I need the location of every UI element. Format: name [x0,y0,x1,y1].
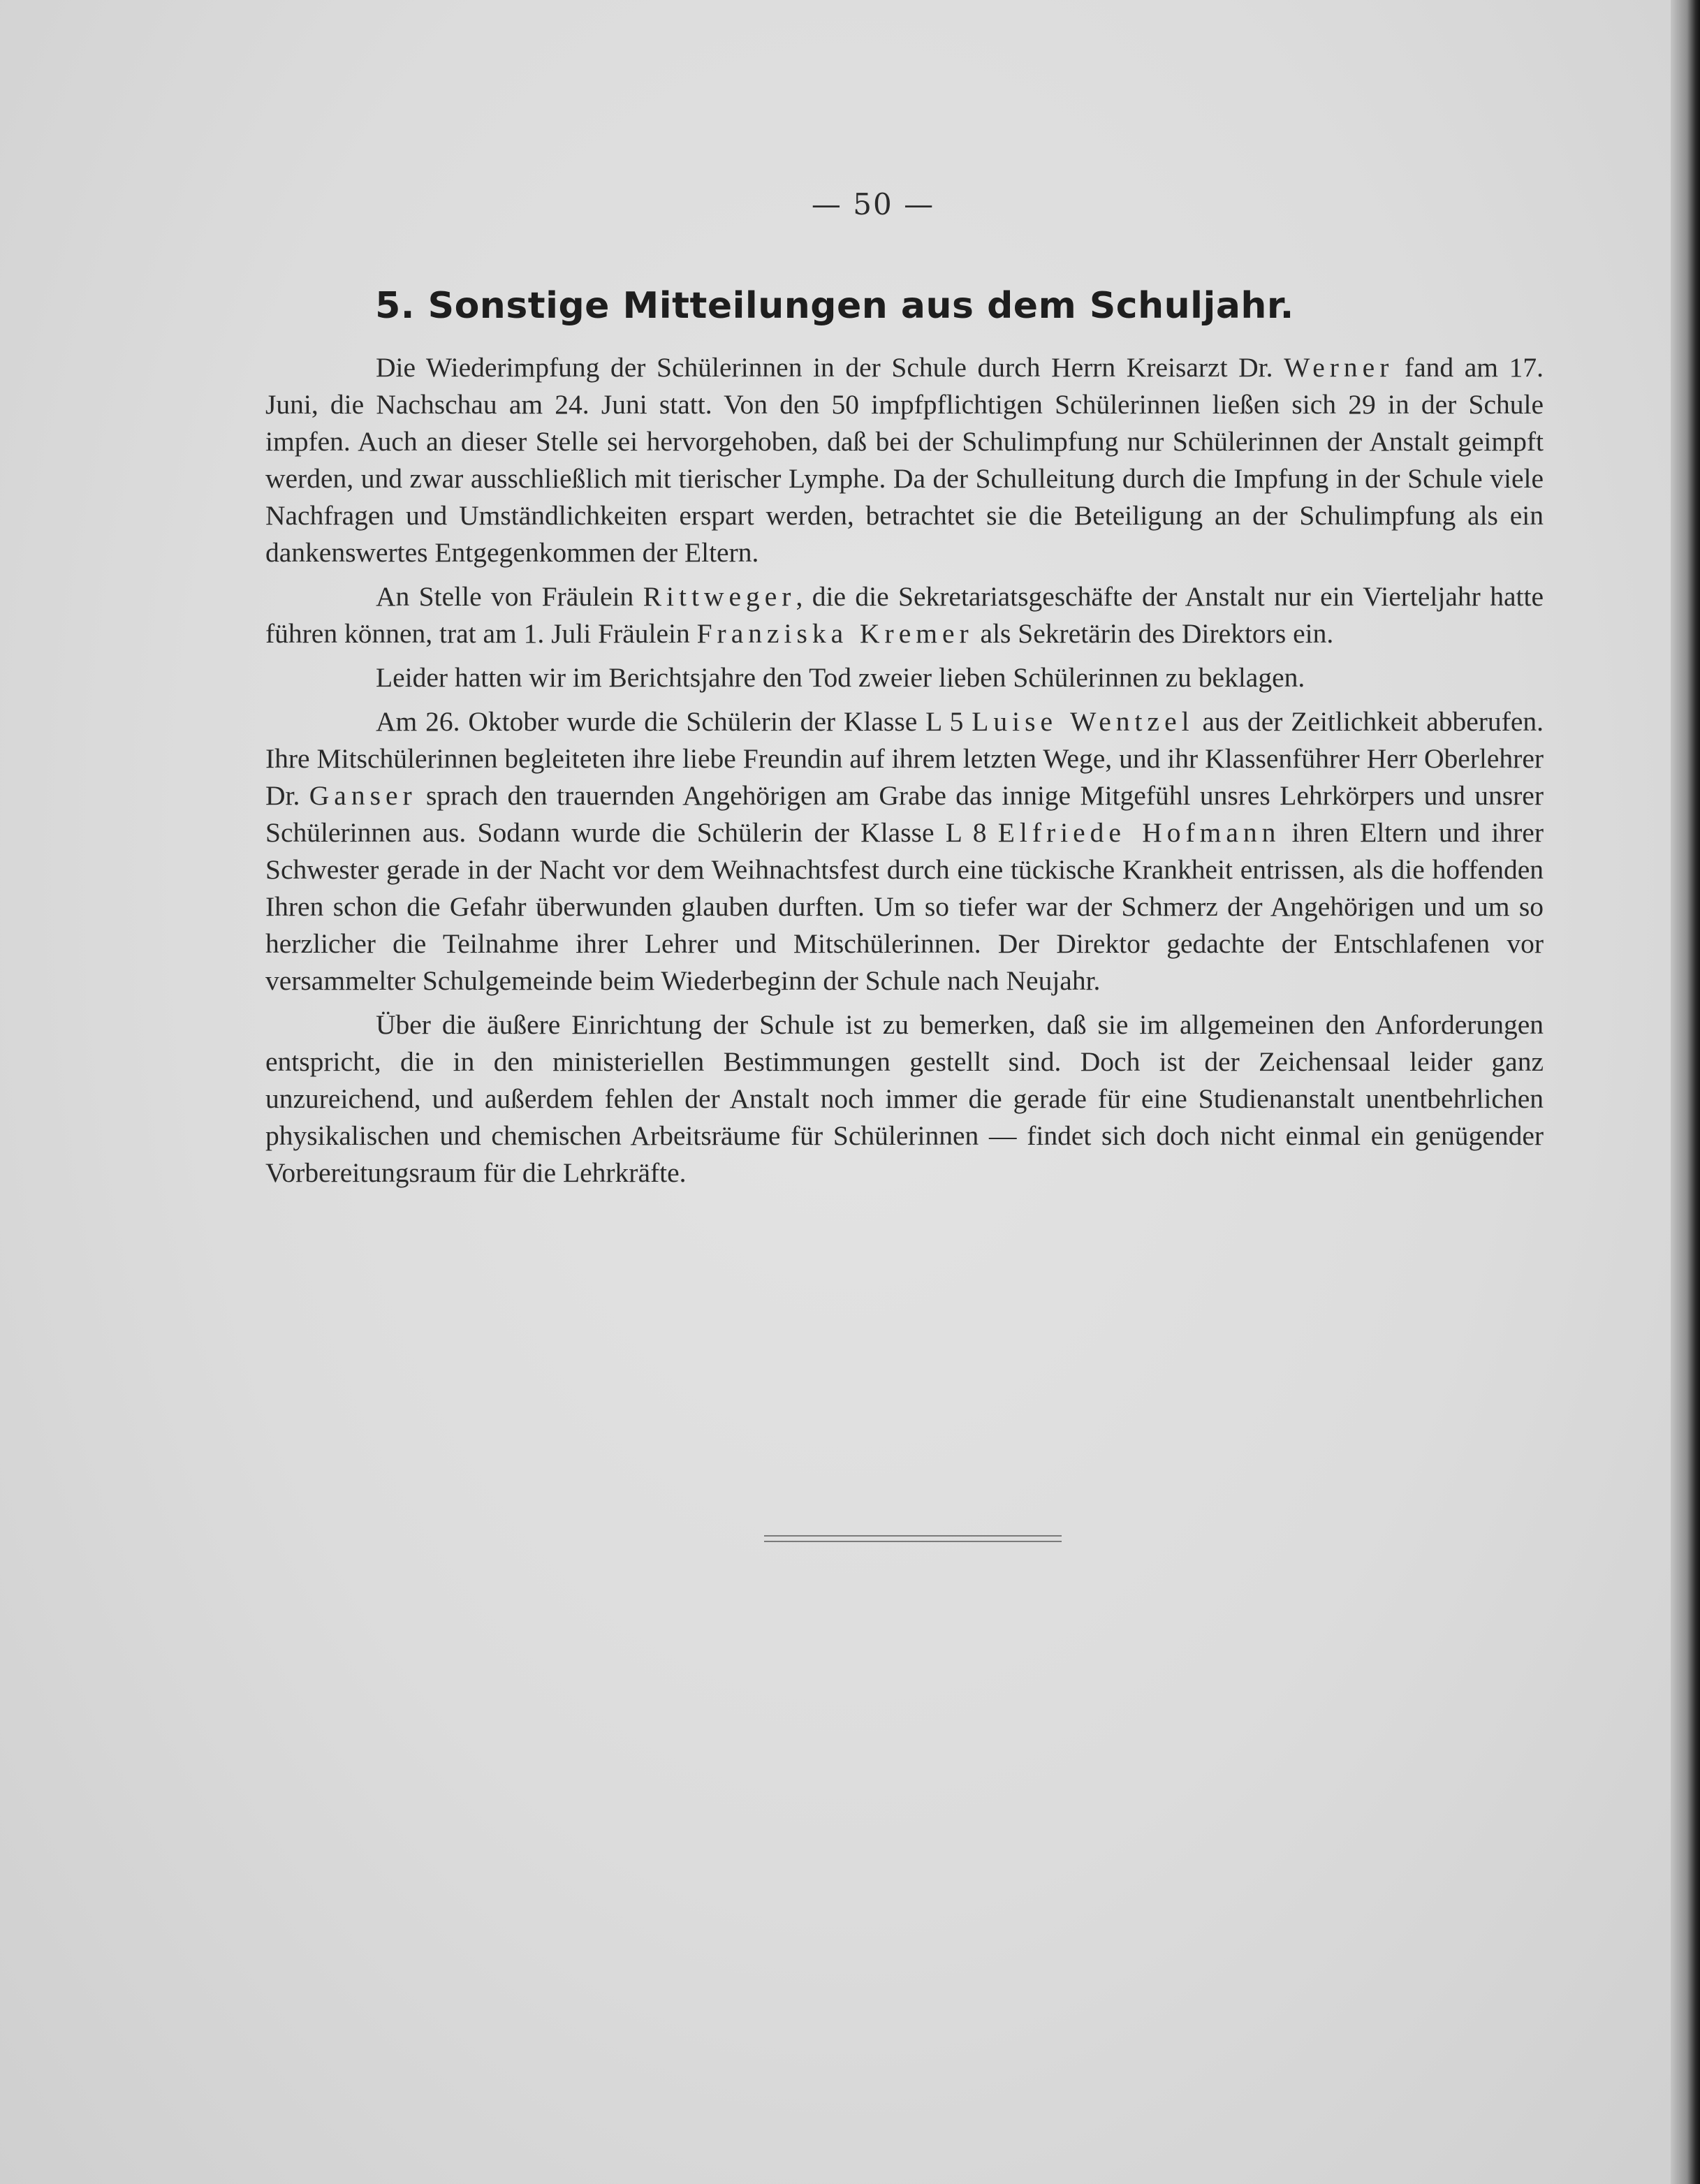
text-run: An Stelle von Fräulein [376,581,643,612]
text-run: als Sekretärin des Direktors ein. [973,618,1334,649]
section-heading: 5. Sonstige Mitteilungen aus dem Schuljahr. [375,285,1294,327]
scan-edge-shadow [1671,0,1700,2184]
body-text [265,349,1544,1199]
person-name: Elfriede Hofmann [997,817,1281,848]
person-name: Ganser [309,780,417,811]
text-run: fand am 17. Juni, die Nachschau am 24. Juni statt. Von den 50 impfpflichtigen Schülerinnen ließen sich 29 in der Schule impfen. Auch an dieser Stelle sei hervorgehoben, daß bei der Schulimpfung nur Schülerinnen der Anstalt geimpft werden, und zwar ausschließlich mit tierischer Lymphe. Da der Schulleitung durch die Impfung in der Schule viele Nachfragen und Umständlichkeiten erspart werden, betrachtet sie die Beteiligung an der Schulimpfung als ein dankenswertes Entgegenkommen der Eltern. [265,352,1544,568]
paragraph-deaths-intro [265,659,1544,696]
person-name: Rittweger [643,581,796,612]
person-name: Franziska Kremer [696,618,974,649]
paragraph-facilities [265,1006,1544,1192]
text-run: , die die Sekretariatsgeschäfte der Anstalt nur ein Vierteljahr hatte führen können, trat am 1. Juli Fräulein [265,581,1544,649]
text-run: Die Wiederimpfung der Schülerinnen in der Schule durch Herrn Kreisarzt Dr. [376,352,1284,383]
text-run: Am 26. Oktober wurde die Schülerin der Klasse L 5 [376,706,972,737]
text-run: sprach den trauernden Angehörigen am Grabe das innige Mitgefühl unsres Lehrkörpers und unsrer Schülerinnen aus. Sodann wurde die Schülerin der Klasse L 8 [265,780,1544,848]
page-number: — 50 — [811,187,935,221]
person-name: Werner [1284,352,1394,383]
paragraph-secretary [265,578,1544,652]
paragraph-deaths-detail [265,703,1544,999]
end-rule-divider [764,1535,1062,1542]
paragraph-vaccination [265,349,1544,571]
person-name: Luise Wentzel [972,706,1194,737]
text-run: aus der Zeitlichkeit abberufen. Ihre Mitschülerinnen begleiteten ihre liebe Freundin auf ihrem letzten Wege, und ihr Klassenführer Herr Oberlehrer Dr. [265,706,1544,811]
text-run: ihren Eltern und ihrer Schwester gerade in der Nacht vor dem Weihnachtsfest durch eine tückische Krankheit entrissen, als die hoffenden Ihren schon die Gefahr überwunden glauben durften. Um so tiefer war der Schmerz der Angehörigen und um so herzlicher die Teilnahme ihrer Lehrer und Mitschülerinnen. Der Direktor gedachte der Entschlafenen vor versammelter Schulgemeinde beim Wiederbeginn der Schule nach Neujahr. [265,817,1544,996]
text-run: Über die äußere Einrichtung der Schule ist zu bemerken, daß sie im allgemeinen den Anforderungen entspricht, die in den ministeriellen Bestimmungen gestellt sind. Doch ist der Zeichensaal leider ganz unzureichend, und außerdem fehlen der Anstalt noch immer die gerade für eine Studienanstalt unentbehrlichen physikalischen und chemischen Arbeitsräume für Schülerinnen — findet sich doch nicht einmal ein genügender Vorbereitungsraum für die Lehrkräfte. [265,1009,1544,1188]
text-run: Leider hatten wir im Berichtsjahre den Tod zweier lieben Schülerinnen zu beklagen. [376,662,1305,693]
